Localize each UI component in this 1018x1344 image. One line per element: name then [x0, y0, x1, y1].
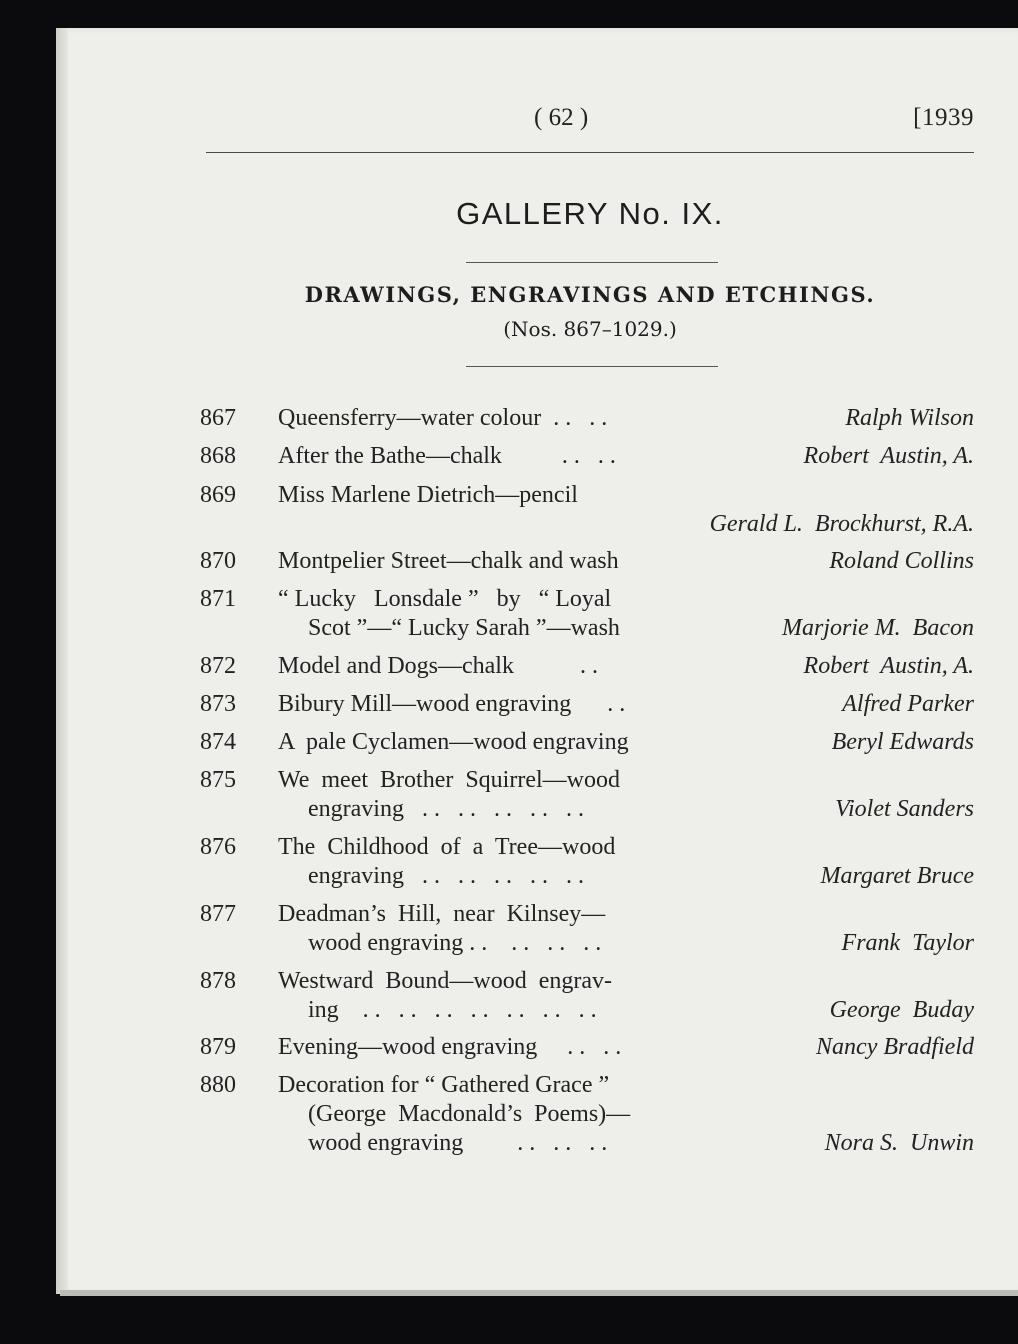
catalogue-number: 873	[200, 691, 236, 717]
entry-title-line: Westward Bound—wood engrav-	[278, 968, 612, 994]
entry-title-line: Model and Dogs—chalk . .	[278, 653, 598, 679]
artist-name: Alfred Parker	[842, 691, 974, 717]
running-head	[206, 104, 974, 140]
artist-name: Margaret Bruce	[820, 863, 974, 889]
catalogue-entry	[200, 834, 974, 896]
entry-title-line: We meet Brother Squirrel—wood	[278, 767, 620, 793]
catalogue-number: 868	[200, 443, 236, 469]
artist-name: George Buday	[829, 997, 974, 1023]
section-subtitle: DRAWINGS, ENGRAVINGS AND ETCHINGS.	[304, 282, 876, 307]
entry-title-line: Decoration for “ Gathered Grace ”	[278, 1072, 610, 1098]
artist-name: Nora S. Unwin	[824, 1130, 974, 1156]
catalogue-number: 874	[200, 729, 236, 755]
entry-title-line: The Childhood of a Tree—wood	[278, 834, 616, 860]
catalogue-number: 875	[200, 767, 236, 793]
catalogue-number: 869	[200, 482, 236, 508]
catalogue-entry	[200, 482, 974, 537]
entry-title-line: (George Macdonald’s Poems)—	[308, 1101, 631, 1127]
catalogue-entry	[200, 653, 974, 686]
entry-title-line: engraving . . . . . . . . . .	[308, 796, 584, 822]
title-rule	[466, 262, 718, 263]
entry-title-line: wood engraving . . . . . . . .	[308, 930, 602, 956]
entry-title-line: “ Lucky Lonsdale ” by “ Loyal	[278, 586, 612, 612]
header-rule	[206, 152, 974, 153]
catalogue-entry	[200, 443, 974, 476]
artist-name: Gerald L. Brockhurst, R.A.	[709, 511, 974, 537]
artist-name: Marjorie M. Bacon	[782, 615, 974, 641]
catalogue-entry	[200, 901, 974, 963]
artist-name: Ralph Wilson	[845, 405, 974, 431]
catalogue-number: 876	[200, 834, 236, 860]
catalogue-entry	[200, 405, 974, 438]
page-number: ( 62 )	[534, 104, 589, 131]
artist-name: Beryl Edwards	[831, 729, 974, 755]
catalogue-entry	[200, 767, 974, 829]
section-rule	[466, 366, 718, 367]
catalogue-number: 877	[200, 901, 236, 927]
page-binding-edge	[56, 28, 68, 1294]
artist-name: Nancy Bradfield	[816, 1034, 974, 1060]
catalogue-number: 870	[200, 548, 236, 574]
artist-name: Violet Sanders	[835, 796, 974, 822]
catalogue-entry	[200, 691, 974, 724]
catalogue-entry	[200, 548, 974, 581]
year-label: [1939	[913, 104, 974, 131]
catalogue-entry	[200, 1072, 974, 1163]
catalogue-number: 867	[200, 405, 236, 431]
catalogue-entry	[200, 729, 974, 762]
entry-title-line: Scot ”—“ Lucky Sarah ”—wash	[308, 615, 620, 641]
entry-title-line: Bibury Mill—wood engraving . .	[278, 691, 626, 717]
entry-title-line: Miss Marlene Dietrich—pencil	[278, 482, 578, 508]
entry-title-line: Deadman’s Hill, near Kilnsey—	[278, 901, 606, 927]
artist-name: Frank Taylor	[841, 930, 974, 956]
entry-title-line: Evening—wood engraving . . . .	[278, 1034, 622, 1060]
entry-title-line: After the Bathe—chalk . . . .	[278, 443, 616, 469]
page-bottom-edge	[60, 1290, 1018, 1296]
catalogue-entry	[200, 586, 974, 648]
entry-title-line: Montpelier Street—chalk and wash	[278, 548, 619, 574]
entry-title-line: engraving . . . . . . . . . .	[308, 863, 584, 889]
catalogue-entry	[200, 1034, 974, 1067]
gallery-title: GALLERY No. IX.	[456, 196, 724, 231]
artist-name: Roland Collins	[829, 548, 974, 574]
catalogue-number: 878	[200, 968, 236, 994]
catalogue-number: 880	[200, 1072, 236, 1098]
catalogue-number-range: (Nos. 867–1029.)	[503, 317, 677, 341]
catalogue-entry	[200, 968, 974, 1030]
catalogue-number: 871	[200, 586, 236, 612]
catalogue-number: 872	[200, 653, 236, 679]
catalogue-number: 879	[200, 1034, 236, 1060]
artist-name: Robert Austin, A.	[803, 653, 974, 679]
artist-name: Robert Austin, A.	[803, 443, 974, 469]
entry-title-line: A pale Cyclamen—wood engraving	[278, 729, 629, 755]
entry-title-line: ing . . . . . . . . . . . . . .	[308, 997, 597, 1023]
entry-title-line: wood engraving . . . . . .	[308, 1130, 608, 1156]
entry-title-line: Queensferry—water colour . . . .	[278, 405, 608, 431]
